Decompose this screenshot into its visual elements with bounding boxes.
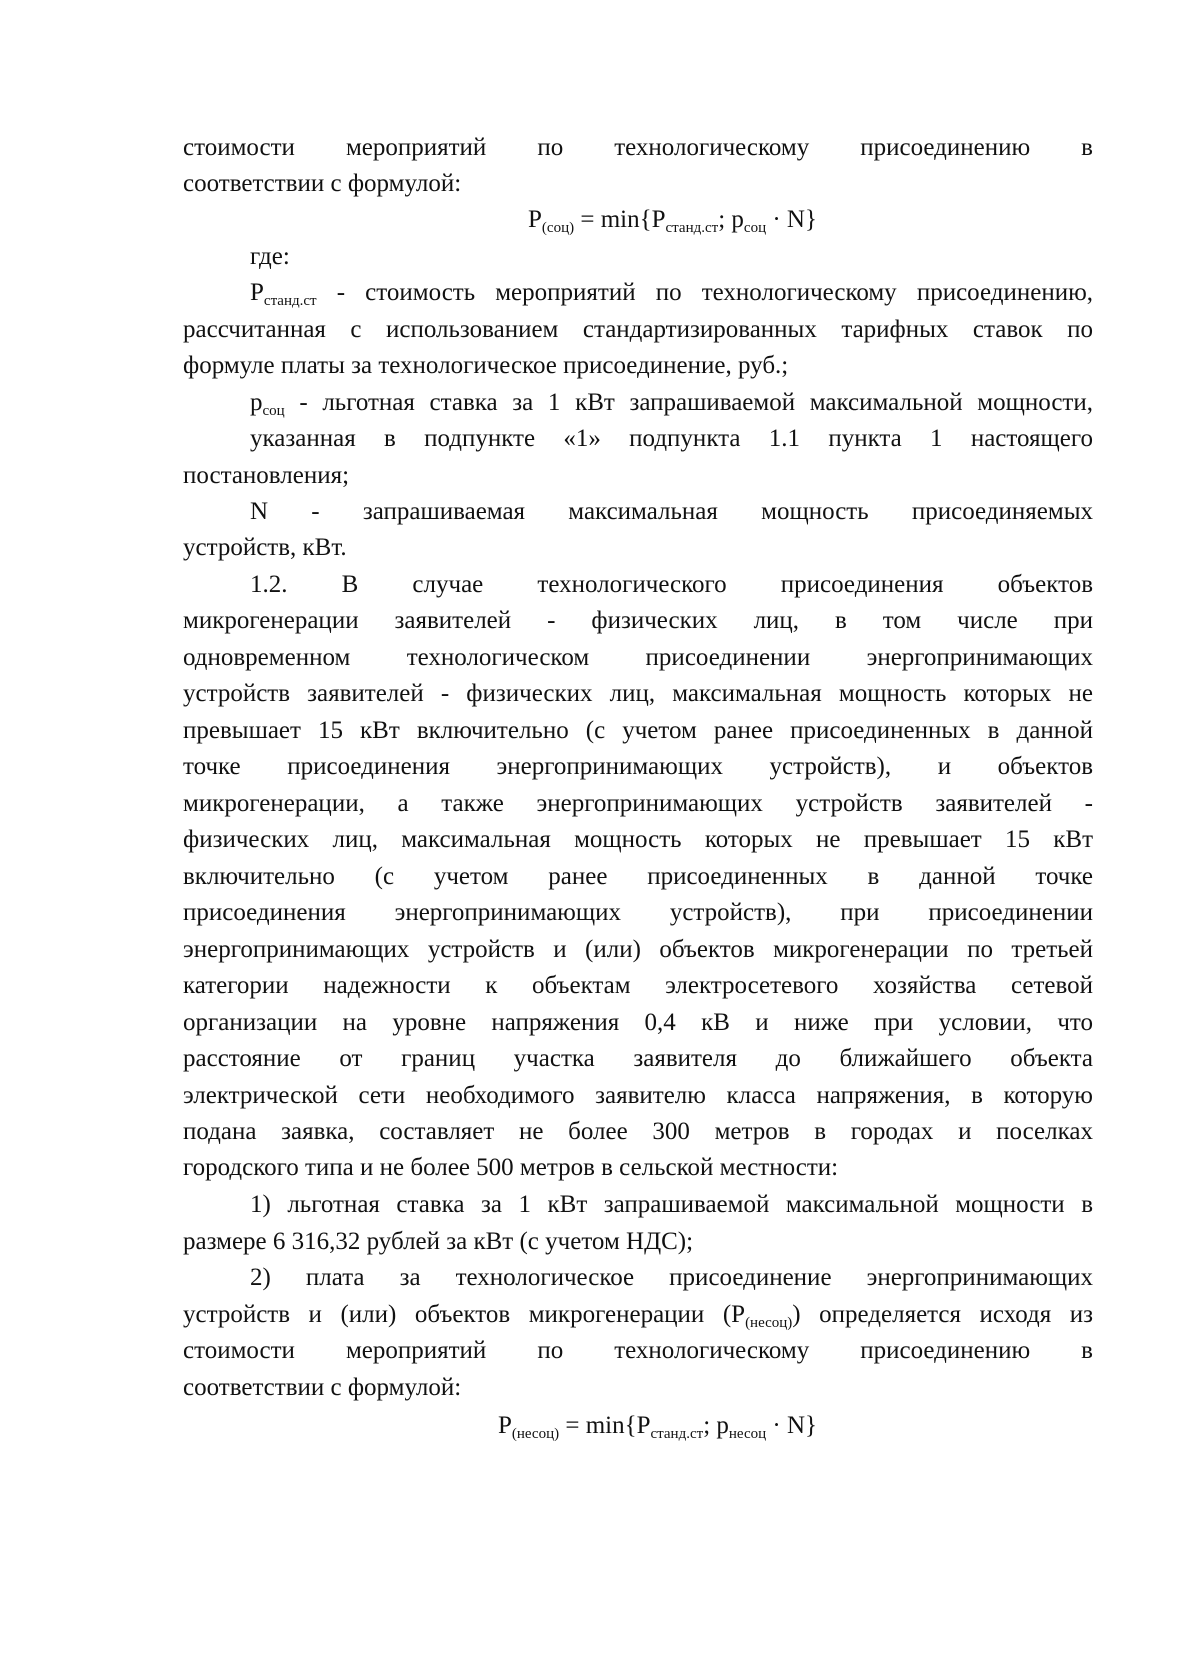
formula-symbol: · N} — [766, 206, 817, 233]
formula-symbol: = min{P — [559, 1412, 651, 1439]
formula-nesoc — [0, 1411, 1200, 1441]
text-line: 1.2. В случае технологического присоединения объектов — [250, 571, 1093, 598]
text-line: микрогенерации, а также энергопринимающих устройств заявителей - — [183, 790, 1093, 817]
text-line: устройств, кВт. — [183, 534, 347, 561]
text-line: точке присоединения энергопринимающих устройств), и объектов — [183, 753, 1093, 780]
formula-subscript: соц — [262, 403, 285, 419]
formula-subscript: (несоц) — [511, 1426, 560, 1442]
text-line: 1) льготная ставка за 1 кВт запрашиваемой максимальной мощности в — [250, 1191, 1093, 1218]
text-line: постановления; — [183, 462, 350, 489]
text-line: микрогенерации заявителей - физических лиц, в том числе при — [183, 607, 1093, 634]
text-line: 2) плата за технологическое присоединение энергопринимающих — [250, 1264, 1093, 1291]
text-line: где: — [250, 243, 290, 270]
text-line: рассчитанная с использованием стандартизированных тарифных ставок по — [183, 316, 1093, 343]
text-line: соответствии с формулой: — [183, 170, 462, 197]
text-line: формуле платы за технологическое присоединение, руб.; — [183, 352, 789, 379]
text-line: размере 6 316,32 рублей за кВт (с учетом НДС); — [183, 1228, 694, 1255]
formula-symbol: = min{P — [574, 206, 666, 233]
text-line: указанная в подпункте «1» подпункта 1.1 пункта 1 настоящего — [250, 425, 1093, 452]
text-line: - льготная ставка за 1 кВт запрашиваемой максимальной мощности, — [284, 389, 1093, 416]
formula-subscript: соц — [743, 220, 767, 236]
formula-subscript: (соц) — [541, 220, 575, 236]
definition-p-soc — [250, 388, 1093, 418]
text-line: электрической сети необходимого заявителю класса напряжения, в которую — [183, 1082, 1093, 1109]
text-line: включительно (с учетом ранее присоединенных в данной точке — [183, 863, 1093, 890]
text-line: превышает 15 кВт включительно (с учетом ранее присоединенных в данной — [183, 717, 1093, 744]
text-line: энергопринимающих устройств и (или) объектов микрогенерации по третьей — [183, 936, 1093, 963]
text-line: стоимости мероприятий по технологическому присоединению в — [183, 1337, 1093, 1364]
formula-symbol: P — [497, 1412, 512, 1439]
text-line: подана заявка, составляет не более 300 метров в городах и поселках — [183, 1118, 1093, 1145]
formula-soc — [0, 205, 1200, 235]
text-line: физических лиц, максимальная мощность которых не превышает 15 кВт — [183, 826, 1093, 853]
formula-subscript: станд.ст — [263, 293, 317, 309]
text-line: - стоимость мероприятий по технологическому присоединению, — [316, 279, 1093, 306]
text-segment: ) определяется исходя из — [792, 1301, 1093, 1328]
text-line: стоимости мероприятий по технологическому присоединению в — [183, 134, 1093, 161]
formula-symbol: · N} — [766, 1412, 818, 1439]
text-line: соответствии с формулой: — [183, 1374, 462, 1401]
formula-symbol: ; p — [703, 1412, 729, 1439]
text-line: городского типа и не более 500 метров в сельской местности: — [183, 1154, 839, 1181]
formula-subscript: несоц — [728, 1426, 767, 1442]
text-line: одновременном технологическом присоединении энергопринимающих — [183, 644, 1093, 671]
formula-subscript: станд.ст — [650, 1426, 704, 1442]
text-line: N - запрашиваемая максимальная мощность присоединяемых — [250, 498, 1093, 525]
text-line: организации на уровне напряжения 0,4 кВ и ниже при условии, что — [183, 1009, 1093, 1036]
formula-symbol: ; p — [718, 206, 744, 233]
text-line: расстояние от границ участка заявителя до ближайшего объекта — [183, 1045, 1093, 1072]
definition-p-stand — [250, 278, 1093, 308]
text-line-with-subscript — [183, 1300, 1093, 1330]
text-line: категории надежности к объектам электросетевого хозяйства сетевой — [183, 972, 1093, 999]
text-segment: устройств и (или) объектов микрогенерации (P — [183, 1301, 746, 1328]
text-line: устройств заявителей - физических лиц, максимальная мощность которых не — [183, 680, 1093, 707]
formula-subscript: (несоц) — [745, 1315, 793, 1331]
formula-symbol: P — [250, 279, 264, 306]
formula-symbol: P — [528, 206, 542, 233]
formula-symbol: p — [250, 389, 263, 416]
text-line: присоединения энергопринимающих устройств), при присоединении — [183, 899, 1093, 926]
formula-subscript: станд.ст — [665, 220, 719, 236]
